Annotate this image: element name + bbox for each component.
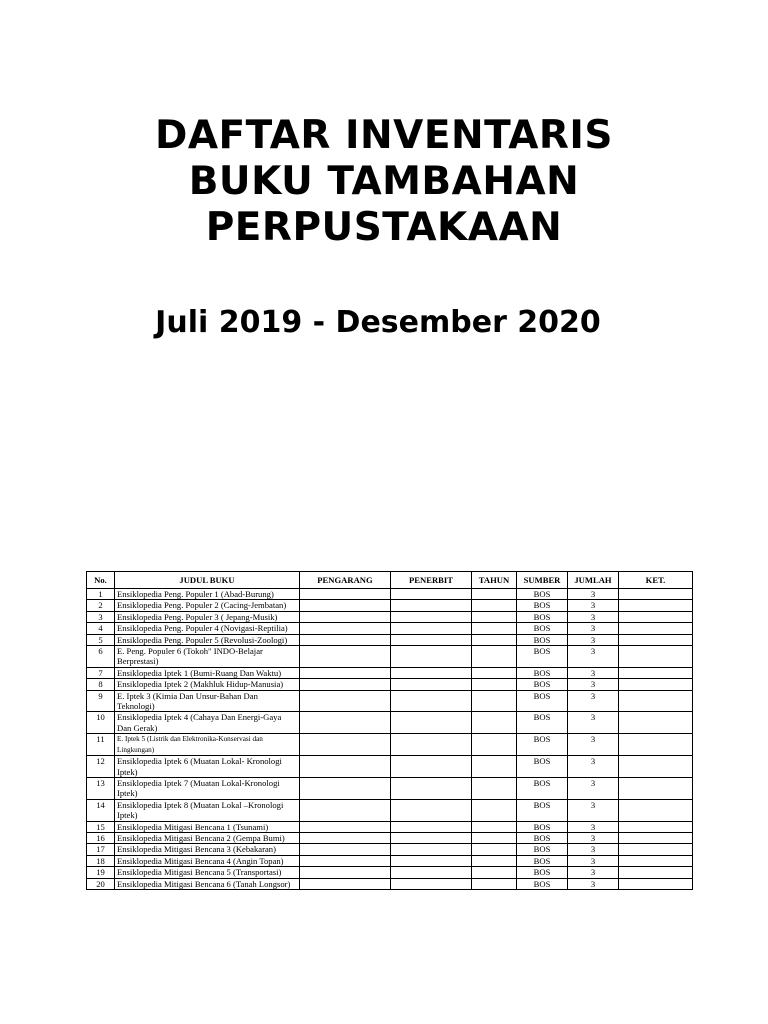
cell-judul-buku: Ensiklopedia Peng. Populer 4 (Novigasi-Reptilia) (115, 623, 300, 634)
cell-sumber: BOS (517, 855, 568, 866)
cell-penerbit (391, 712, 472, 734)
cell-sumber: BOS (517, 646, 568, 668)
cell-tahun (472, 878, 517, 889)
cell-ket (619, 777, 693, 799)
cell-jumlah: 3 (568, 821, 619, 832)
cell-ket (619, 867, 693, 878)
cell-tahun (472, 756, 517, 778)
cell-pengarang (300, 756, 391, 778)
cell-pengarang (300, 821, 391, 832)
cell-judul-buku: Ensiklopedia Iptek 8 (Muatan Lokal –Kronologi Iptek) (115, 799, 300, 821)
cell-judul-buku: Ensiklopedia Iptek 2 (Makhluk Hidup-Manusia) (115, 679, 300, 690)
cell-ket (619, 821, 693, 832)
cell-sumber: BOS (517, 712, 568, 734)
cell-no: 13 (87, 777, 115, 799)
cell-sumber: BOS (517, 623, 568, 634)
header-ket: KET. (619, 572, 693, 589)
cell-tahun (472, 777, 517, 799)
table-row (87, 712, 693, 734)
cell-tahun (472, 799, 517, 821)
cell-judul-buku: Ensiklopedia Peng. Populer 3 ( Jepang-Musik) (115, 611, 300, 622)
cell-tahun (472, 600, 517, 611)
cell-ket (619, 679, 693, 690)
cell-sumber: BOS (517, 756, 568, 778)
cell-tahun (472, 623, 517, 634)
cell-pengarang (300, 734, 391, 756)
cell-jumlah: 3 (568, 844, 619, 855)
cell-penerbit (391, 855, 472, 866)
cell-judul-buku: Ensiklopedia Peng. Populer 1 (Abad-Burung) (115, 589, 300, 600)
cell-judul-buku: Ensiklopedia Mitigasi Bencana 5 (Transportasi) (115, 867, 300, 878)
cell-pengarang (300, 832, 391, 843)
cell-no: 2 (87, 600, 115, 611)
table-header-row (87, 572, 693, 589)
table-row (87, 623, 693, 634)
cell-tahun (472, 611, 517, 622)
cell-penerbit (391, 679, 472, 690)
cell-ket (619, 634, 693, 645)
cell-ket (619, 799, 693, 821)
cell-tahun (472, 690, 517, 712)
table-row (87, 777, 693, 799)
title-line: BUKU TAMBAHAN (188, 159, 580, 204)
table-row (87, 832, 693, 843)
header-pengarang: PENGARANG (300, 572, 391, 589)
cell-no: 11 (87, 734, 115, 756)
document-subtitle: Juli 2019 - Desember 2020 (155, 305, 601, 340)
cell-jumlah: 3 (568, 878, 619, 889)
table-row (87, 600, 693, 611)
cell-no: 1 (87, 589, 115, 600)
cell-penerbit (391, 600, 472, 611)
table-row (87, 611, 693, 622)
cell-sumber: BOS (517, 777, 568, 799)
cell-sumber: BOS (517, 667, 568, 678)
cell-no: 16 (87, 832, 115, 843)
table-row (87, 756, 693, 778)
cell-penerbit (391, 777, 472, 799)
cell-judul-buku: Ensiklopedia Iptek 4 (Cahaya Dan Energi-Gaya Dan Gerak) (115, 712, 300, 734)
cell-ket (619, 690, 693, 712)
table-row (87, 867, 693, 878)
cell-ket (619, 832, 693, 843)
header-no: No. (87, 572, 115, 589)
header-sumber: SUMBER (517, 572, 568, 589)
header-jumlah: JUMLAH (568, 572, 619, 589)
cell-no: 14 (87, 799, 115, 821)
table-row (87, 589, 693, 600)
cell-penerbit (391, 634, 472, 645)
cell-pengarang (300, 634, 391, 645)
cell-no: 6 (87, 646, 115, 668)
cell-no: 5 (87, 634, 115, 645)
cell-ket (619, 712, 693, 734)
cell-sumber: BOS (517, 878, 568, 889)
header-penerbit: PENERBIT (391, 572, 472, 589)
cell-pengarang (300, 712, 391, 734)
cell-jumlah: 3 (568, 756, 619, 778)
cell-penerbit (391, 756, 472, 778)
cell-judul-buku: E. Peng. Populer 6 (Tokoh" INDO-Belajar Berprestasi) (115, 646, 300, 668)
cell-no: 12 (87, 756, 115, 778)
cell-jumlah: 3 (568, 611, 619, 622)
inventory-table (86, 571, 693, 890)
cell-jumlah: 3 (568, 634, 619, 645)
cell-sumber: BOS (517, 844, 568, 855)
cell-penerbit (391, 589, 472, 600)
cell-sumber: BOS (517, 799, 568, 821)
cell-judul-buku: Ensiklopedia Mitigasi Bencana 2 (Gempa Bumi) (115, 832, 300, 843)
cell-sumber: BOS (517, 679, 568, 690)
cell-pengarang (300, 679, 391, 690)
table-body (87, 589, 693, 890)
cell-sumber: BOS (517, 634, 568, 645)
cell-ket (619, 855, 693, 866)
cell-sumber: BOS (517, 611, 568, 622)
cell-penerbit (391, 844, 472, 855)
cell-jumlah: 3 (568, 667, 619, 678)
cell-jumlah: 3 (568, 589, 619, 600)
cell-tahun (472, 589, 517, 600)
table-row (87, 821, 693, 832)
cell-pengarang (300, 878, 391, 889)
cell-jumlah: 3 (568, 600, 619, 611)
cell-penerbit (391, 821, 472, 832)
cell-tahun (472, 712, 517, 734)
cell-no: 8 (87, 679, 115, 690)
cell-penerbit (391, 646, 472, 668)
cell-pengarang (300, 844, 391, 855)
cell-tahun (472, 855, 517, 866)
cell-penerbit (391, 832, 472, 843)
cell-judul-buku: Ensiklopedia Mitigasi Bencana 1 (Tsunami) (115, 821, 300, 832)
cell-pengarang (300, 855, 391, 866)
header-tahun: TAHUN (472, 572, 517, 589)
cell-judul-buku: E. Iptek 3 (Kimia Dan Unsur-Bahan Dan Teknologi) (115, 690, 300, 712)
cell-pengarang (300, 600, 391, 611)
cell-tahun (472, 634, 517, 645)
cell-judul-buku: Ensiklopedia Mitigasi Bencana 4 (Angin Topan) (115, 855, 300, 866)
cell-ket (619, 611, 693, 622)
cell-penerbit (391, 734, 472, 756)
cell-judul-buku: Ensiklopedia Mitigasi Bencana 6 (Tanah Longsor) (115, 878, 300, 889)
cell-penerbit (391, 867, 472, 878)
cell-ket (619, 646, 693, 668)
cell-jumlah: 3 (568, 799, 619, 821)
cell-jumlah: 3 (568, 679, 619, 690)
cell-no: 15 (87, 821, 115, 832)
cell-penerbit (391, 690, 472, 712)
cell-jumlah: 3 (568, 646, 619, 668)
cell-pengarang (300, 623, 391, 634)
cell-jumlah: 3 (568, 832, 619, 843)
cell-sumber: BOS (517, 589, 568, 600)
table-row (87, 679, 693, 690)
table-row (87, 878, 693, 889)
cell-pengarang (300, 867, 391, 878)
cell-tahun (472, 867, 517, 878)
cell-penerbit (391, 799, 472, 821)
cell-tahun (472, 821, 517, 832)
cell-no: 9 (87, 690, 115, 712)
cell-ket (619, 667, 693, 678)
cell-ket (619, 600, 693, 611)
cell-jumlah: 3 (568, 777, 619, 799)
cell-penerbit (391, 611, 472, 622)
cell-no: 17 (87, 844, 115, 855)
cell-judul-buku: E. Iptek 5 (Listrik dan Elektronika-Konservasi dan Lingkungan) (115, 734, 300, 756)
table-row (87, 734, 693, 756)
cell-no: 18 (87, 855, 115, 866)
cell-no: 10 (87, 712, 115, 734)
cell-pengarang (300, 589, 391, 600)
cell-penerbit (391, 623, 472, 634)
cell-sumber: BOS (517, 867, 568, 878)
cell-jumlah: 3 (568, 734, 619, 756)
cell-tahun (472, 646, 517, 668)
table-row (87, 855, 693, 866)
cell-penerbit (391, 878, 472, 889)
table-row (87, 844, 693, 855)
cell-tahun (472, 844, 517, 855)
cell-no: 3 (87, 611, 115, 622)
cell-no: 4 (87, 623, 115, 634)
table-row (87, 667, 693, 678)
cell-pengarang (300, 667, 391, 678)
cell-no: 19 (87, 867, 115, 878)
table-row (87, 646, 693, 668)
cell-jumlah: 3 (568, 712, 619, 734)
cell-sumber: BOS (517, 821, 568, 832)
cell-judul-buku: Ensiklopedia Peng. Populer 5 (Revolusi-Zoologi) (115, 634, 300, 645)
cell-pengarang (300, 690, 391, 712)
cell-ket (619, 756, 693, 778)
cell-jumlah: 3 (568, 867, 619, 878)
cell-tahun (472, 734, 517, 756)
cell-pengarang (300, 799, 391, 821)
table-row (87, 690, 693, 712)
cell-judul-buku: Ensiklopedia Mitigasi Bencana 3 (Kebakaran) (115, 844, 300, 855)
header-judul-buku: JUDUL BUKU (115, 572, 300, 589)
cell-ket (619, 844, 693, 855)
cell-sumber: BOS (517, 600, 568, 611)
document-title (0, 113, 768, 251)
cell-tahun (472, 832, 517, 843)
cell-jumlah: 3 (568, 855, 619, 866)
cell-no: 20 (87, 878, 115, 889)
cell-tahun (472, 679, 517, 690)
cell-ket (619, 878, 693, 889)
cell-ket (619, 734, 693, 756)
table-row (87, 634, 693, 645)
cell-penerbit (391, 667, 472, 678)
cell-no: 7 (87, 667, 115, 678)
cell-tahun (472, 667, 517, 678)
cell-judul-buku: Ensiklopedia Peng. Populer 2 (Cacing-Jembatan) (115, 600, 300, 611)
cell-pengarang (300, 777, 391, 799)
cell-ket (619, 589, 693, 600)
cell-jumlah: 3 (568, 690, 619, 712)
cell-sumber: BOS (517, 734, 568, 756)
cell-jumlah: 3 (568, 623, 619, 634)
cell-judul-buku: Ensiklopedia Iptek 7 (Muatan Lokal-Kronologi Iptek) (115, 777, 300, 799)
cell-sumber: BOS (517, 690, 568, 712)
cell-judul-buku: Ensiklopedia Iptek 6 (Muatan Lokal- Kronologi Iptek) (115, 756, 300, 778)
table-row (87, 799, 693, 821)
cell-ket (619, 623, 693, 634)
cell-pengarang (300, 611, 391, 622)
title-line: PERPUSTAKAAN (205, 205, 563, 250)
cell-judul-buku: Ensiklopedia Iptek 1 (Bumi-Ruang Dan Waktu) (115, 667, 300, 678)
cell-sumber: BOS (517, 832, 568, 843)
cell-pengarang (300, 646, 391, 668)
title-line: DAFTAR INVENTARIS (154, 113, 614, 158)
